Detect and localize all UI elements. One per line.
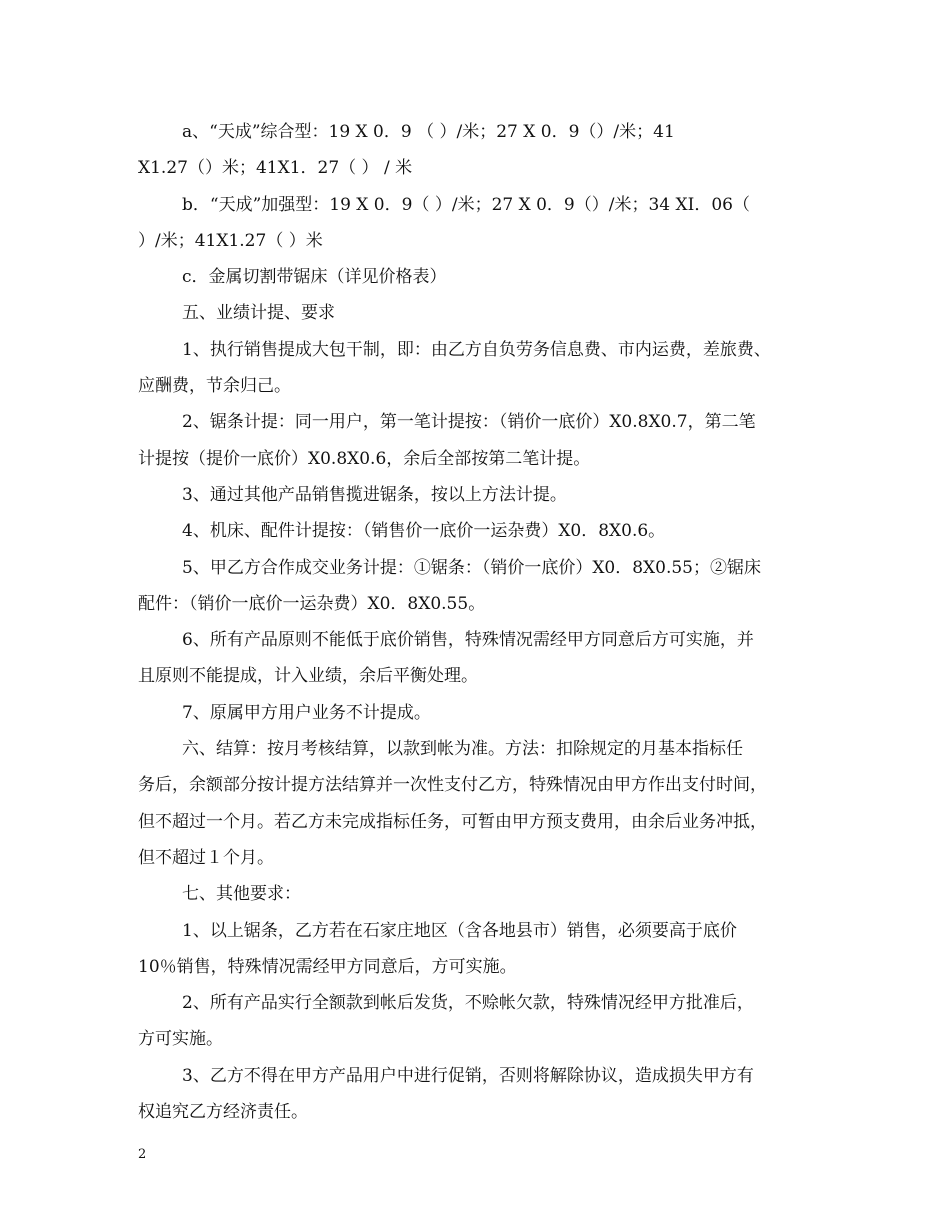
text-line: 配件：（销价一底价一运杂费）X0．8X0.55。 [138, 593, 486, 614]
text-line: 1、以上锯条，乙方若在石家庄地区（含各地县市）销售，必须要高于底价 [182, 920, 737, 941]
text-line: 且原则不能提成，计入业绩，余后平衡处理。 [138, 666, 478, 687]
section-heading: 七、其他要求： [182, 884, 301, 905]
text-line: 6、所有产品原则不能低于底价销售，特殊情况需经甲方同意后方可实施，并 [182, 630, 754, 651]
text-line: 权追究乙方经济责任。 [138, 1102, 308, 1123]
text-line: 计提按（提价一底价）X0.8X0.6，余后全部按第二笔计提。 [138, 448, 591, 469]
section-heading: 五、业绩计提、要求 [182, 303, 335, 324]
text-line: c．金属切割带锯床（详见价格表） [182, 267, 447, 288]
text-line: 务后，余额部分按计提方法结算并一次性支付乙方，特殊情况由甲方作出支付时间， [138, 775, 767, 796]
text-line: X1.27（）米；41X1．27（ ） / 米 [138, 158, 413, 179]
text-line: 4、机床、配件计提按：（销售价一底价一运杂费）X0．8X0.6。 [182, 521, 666, 542]
text-line: b．“天成”加强型：19 X 0．9（ ）/米；27 X 0．9（）/米；34 XI．06（ [182, 194, 750, 215]
text-line: 但不超过一个月。若乙方未完成指标任务，可暂由甲方预支费用，由余后业务冲抵， [138, 811, 767, 832]
text-line: 3、乙方不得在甲方产品用户中进行促销，否则将解除协议，造成损失甲方有 [182, 1065, 754, 1086]
text-line: a、“天成”综合型：19 X 0．9 （ ）/米；27 X 0．9（）/米；41 [182, 122, 675, 142]
text-line: 方可实施。 [138, 1029, 223, 1050]
text-line: 2、所有产品实行全额款到帐后发货，不赊帐欠款，特殊情况经甲方批准后， [182, 993, 754, 1014]
document-body [138, 114, 818, 1130]
text-line: 1、执行销售提成大包干制，即：由乙方自负劳务信息费、市内运费，差旅费、 [182, 339, 771, 360]
text-line: 但不超过１个月。 [138, 847, 274, 868]
section-heading: 六、结算：按月考核结算，以款到帐为准。方法：扣除规定的月基本指标任 [182, 739, 743, 760]
text-line: 3、通过其他产品销售揽进锯条，按以上方法计提。 [182, 484, 567, 505]
text-line: 2、锯条计提：同一用户，第一笔计提按：（销价一底价）X0.8X0.7，第二笔 [182, 412, 756, 433]
page-number: 2 [138, 1147, 147, 1162]
text-line: 7、原属甲方用户业务不计提成。 [182, 702, 431, 723]
text-line: ）/米；41X1.27（ ）米 [138, 230, 323, 251]
text-line: 5、甲乙方合作成交业务计提：①锯条：（销价一底价）X0．8X0.55；②锯床 [182, 557, 762, 578]
text-line: 应酬费，节余归己。 [138, 376, 291, 397]
text-line: 10％销售，特殊情况需经甲方同意后，方可实施。 [138, 956, 517, 977]
